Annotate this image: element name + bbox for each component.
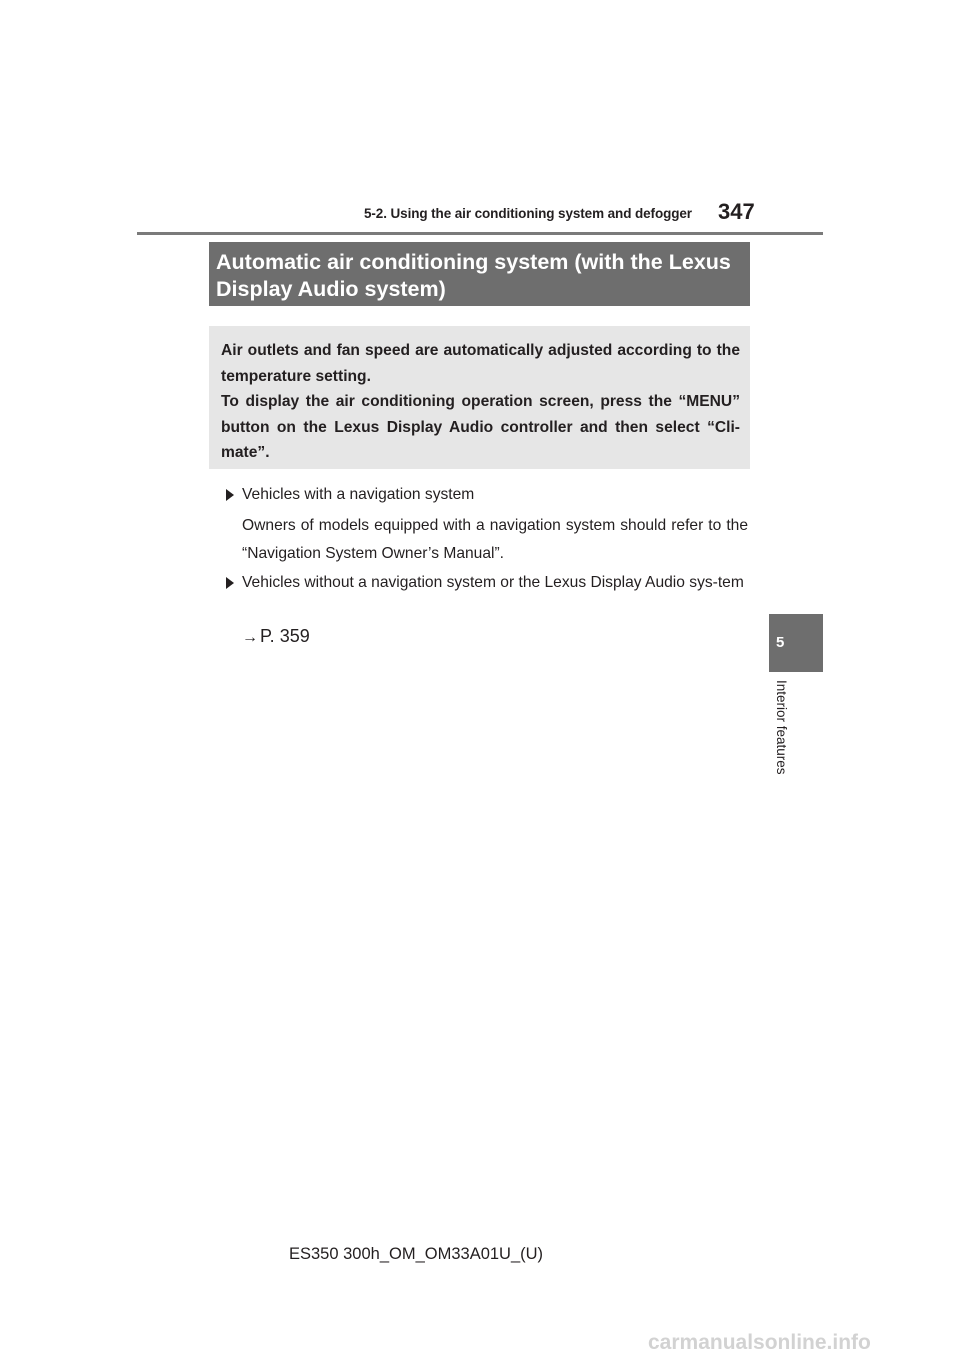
page-reference-text: P. 359 — [260, 626, 310, 646]
triangle-bullet-icon — [226, 489, 234, 501]
intro-box — [209, 326, 750, 469]
footer-document-code: ES350 300h_OM_OM33A01U_(U) — [289, 1245, 544, 1263]
page-reference-link[interactable] — [242, 622, 310, 652]
bullet-item-no-navigation — [226, 569, 748, 597]
navigation-body-text: Owners of models equipped with a navigation system should refer to the “Navigation System Owner’s Manual”. — [242, 517, 748, 562]
header-rule — [137, 232, 823, 235]
triangle-bullet-icon — [226, 577, 234, 589]
chapter-label-container — [772, 680, 792, 790]
bullet-item-navigation — [226, 481, 748, 509]
watermark: carmanualsonline.info — [648, 1331, 871, 1354]
arrow-right-icon: → — [242, 629, 258, 646]
section-title-line-2: Display Audio system) — [216, 277, 446, 301]
bullet-text: Vehicles without a navigation system or the Lexus Display Audio sys-tem — [242, 574, 744, 591]
chapter-tab — [769, 614, 823, 672]
bullet-text: Vehicles with a navigation system — [242, 486, 475, 503]
section-title-box — [209, 242, 750, 306]
header-section-title: 5-2. Using the air conditioning system and defogger — [364, 206, 692, 221]
chapter-label: Interior features — [774, 680, 789, 775]
page-number: 347 — [718, 199, 755, 224]
intro-paragraph-2: To display the air conditioning operation screen, press the “MENU” button on the Lexus Display Audio controller and then select “Cli-mate”. — [221, 393, 740, 461]
chapter-number: 5 — [776, 634, 785, 651]
intro-paragraph-1: Air outlets and fan speed are automatically adjusted according to the temperature setting. — [221, 342, 740, 385]
section-title-line-1: Automatic air conditioning system (with the Lexus — [216, 250, 731, 274]
